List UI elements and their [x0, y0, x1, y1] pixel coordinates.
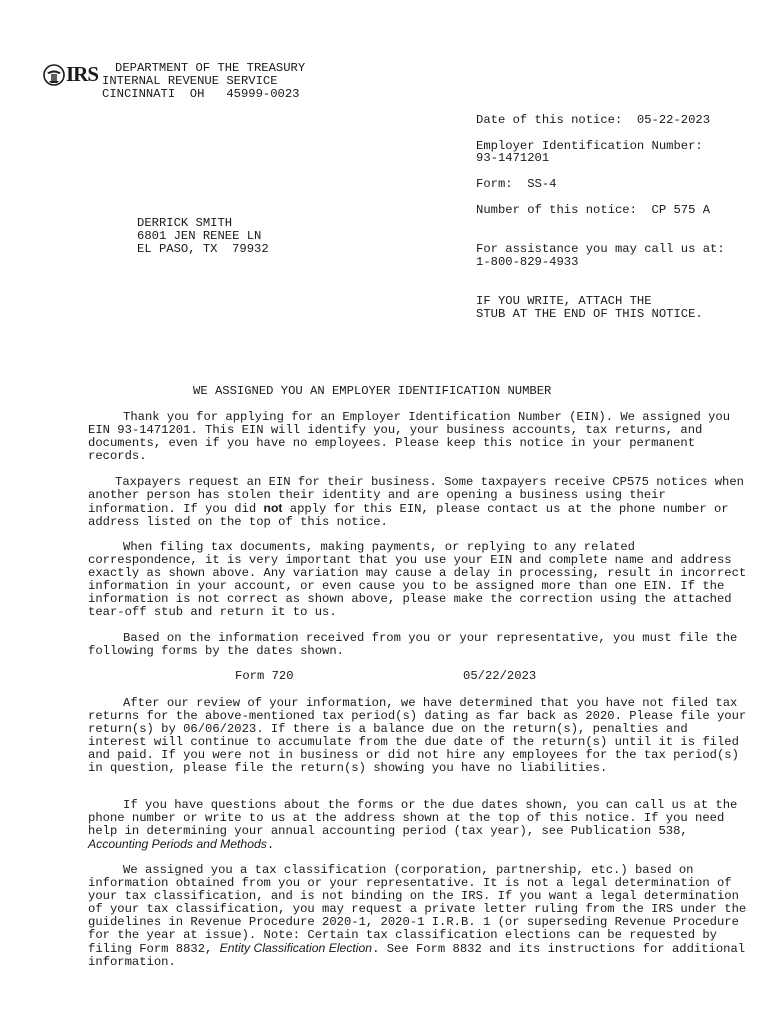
agency-line-1: DEPARTMENT OF THE TREASURY	[115, 61, 306, 75]
paragraph-ein-assigned: Thank you for applying for an Employer Identification Number (EIN). We assigned you EIN 93-1471201. This EIN will identify you, your business accounts, tax returns, and documents, even if you have no employees. Please keep this notice in your permanent records.	[88, 410, 731, 463]
notice-number: Number of this notice: CP 575 A	[476, 203, 711, 217]
assistance-phone: 1-800-829-4933	[476, 255, 579, 269]
recipient-name: DERRICK SMITH	[137, 216, 233, 230]
required-form-date: 05/22/2023	[463, 669, 537, 683]
irs-logo-text: IRS	[66, 62, 99, 86]
form-type: Form: SS-4	[476, 177, 557, 191]
write-instruction-1: IF YOU WRITE, ATTACH THE	[476, 294, 652, 308]
notice-date: Date of this notice: 05-22-2023	[476, 113, 711, 127]
agency-address: CINCINNATI OH 45999-0023	[102, 87, 300, 101]
notice-title: WE ASSIGNED YOU AN EMPLOYER IDENTIFICATION NUMBER	[193, 384, 552, 398]
paragraph-questions: If you have questions about the forms or the due dates shown, you can call us at the phone number or write to us at the address shown at the top of this notice. If you need help in determining your annual accounting period (tax year), see Publication 538, Accounting Periods and Methods.	[88, 798, 738, 852]
paragraph-required-forms: Based on the information received from you or your representative, you must file the following forms by the dates shown.	[88, 631, 738, 658]
ein-label: Employer Identification Number:	[476, 139, 703, 153]
assistance-label: For assistance you may call us at:	[476, 242, 725, 256]
required-form-name: Form 720	[235, 669, 294, 683]
recipient-street: 6801 JEN RENEE LN	[137, 229, 262, 243]
eagle-seal-icon	[43, 64, 65, 86]
emphasis-not: not	[263, 501, 283, 515]
ein-value: 93-1471201	[476, 151, 550, 165]
paragraph-filing-instructions: When filing tax documents, making payments, or replying to any related correspondence, it is very important that you use your EIN and complete name and address exactly as shown above. Any variation may cause a delay in processing, result in incorrect information in your account, or even cause you to be assigned more than one EIN. If the information is not correct as shown above, please make the correction using the attached tear-off stub and return it to us.	[88, 540, 747, 619]
paragraph-review-returns: After our review of your information, we have determined that you have not filed tax returns for the above-mentioned tax period(s) dating as far back as 2020. Please file your return(s) by 06/06/2023. If there is a balance due on the return(s), penalties and interest will continue to accumulate from the due date of the return(s) until it is filed and paid. If you were not in business or did not hire any employees for the tax period(s) in question, please file the return(s) showing you have no liabilities.	[88, 696, 747, 775]
paragraph-tax-classification: We assigned you a tax classification (corporation, partnership, etc.) based on information obtained from you or your representative. It is not a legal determination of your tax classification, and is not binding on the IRS. If you want a legal determination of your tax classification, you may request a private letter ruling from the IRS under the guidelines in Revenue Procedure 2020-1, 2020-1 I.R.B. 1 (or superseding Revenue Procedure for the year at issue). Note: Certain tax classification elections can be requested by filing Form 8832, Entity Classification Election. See Form 8832 and its instructions for additional information.	[88, 863, 747, 969]
write-instruction-2: STUB AT THE END OF THIS NOTICE.	[476, 307, 703, 321]
form-8832-title: Entity Classification Election	[219, 941, 373, 955]
paragraph-identity-theft: Taxpayers request an EIN for their business. Some taxpayers receive CP575 notices when another person has stolen their identity and are opening a business using their information. If you did not apply for this EIN, please contact us at the phone number or address listed on the top of this notice.	[88, 475, 744, 529]
recipient-city-state-zip: EL PASO, TX 79932	[137, 242, 269, 256]
publication-title: Accounting Periods and Methods	[88, 837, 267, 851]
agency-line-2: INTERNAL REVENUE SERVICE	[102, 74, 278, 88]
